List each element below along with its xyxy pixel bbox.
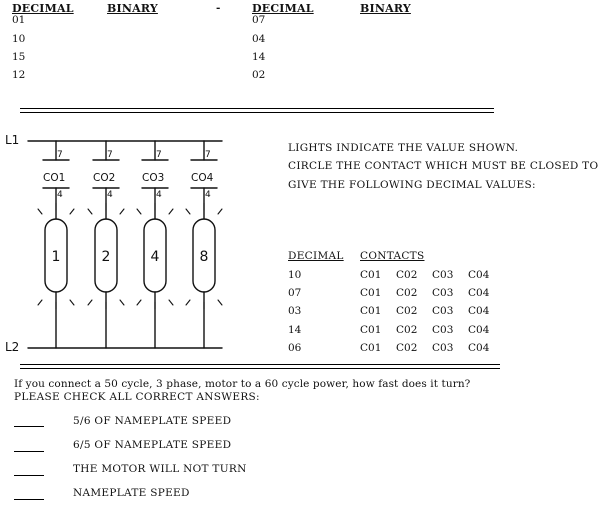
right-decimal-header: DECIMAL (252, 2, 314, 15)
contact-option[interactable]: C04 (468, 342, 490, 354)
answer-option: 5/6 OF NAMEPLATE SPEED (73, 415, 232, 427)
contact-option[interactable]: C02 (396, 287, 418, 299)
contact-option[interactable]: C01 (360, 287, 382, 299)
contact-mark-top: 7 (156, 150, 162, 160)
answer-blank[interactable] (14, 451, 44, 452)
contact-mark-bottom: 4 (156, 190, 162, 200)
section-divider (20, 108, 494, 109)
answer-option: THE MOTOR WILL NOT TURN (73, 463, 247, 475)
right-decimal-value: 07 (252, 14, 266, 26)
left-decimal-value: 12 (12, 69, 26, 81)
right-decimal-value: 04 (252, 33, 266, 45)
lamp-value-2: 2 (101, 249, 111, 265)
answer-blank[interactable] (14, 426, 44, 427)
row-decimal: 14 (288, 324, 302, 336)
row-decimal: 06 (288, 342, 302, 354)
instruction-line: LIGHTS INDICATE THE VALUE SHOWN. (288, 142, 519, 154)
answer-option: NAMEPLATE SPEED (73, 487, 190, 499)
contact-option[interactable]: C01 (360, 269, 382, 281)
contact-option[interactable]: C04 (468, 287, 490, 299)
contact-option[interactable]: C01 (360, 342, 382, 354)
contact-option[interactable]: C03 (432, 324, 454, 336)
header-dash: - (216, 2, 221, 14)
answer-option: 6/5 OF NAMEPLATE SPEED (73, 439, 232, 451)
contact-option[interactable]: C04 (468, 269, 490, 281)
contact-label-co4: CO4 (191, 172, 214, 184)
lamp-value-8: 8 (199, 249, 209, 265)
question-instruction: PLEASE CHECK ALL CORRECT ANSWERS: (14, 391, 260, 403)
answer-blank[interactable] (14, 499, 44, 500)
right-decimal-value: 14 (252, 51, 266, 63)
contact-option[interactable]: C02 (396, 269, 418, 281)
contact-mark-bottom: 4 (205, 190, 211, 200)
lamp-value-4: 4 (150, 249, 160, 265)
contact-option[interactable]: C04 (468, 305, 490, 317)
left-decimal-header: DECIMAL (12, 2, 74, 15)
left-decimal-value: 15 (12, 51, 26, 63)
contact-option[interactable]: C03 (432, 269, 454, 281)
contact-mark-bottom: 4 (107, 190, 113, 200)
rail-label-l1: L1 (5, 133, 20, 147)
contact-mark-top: 7 (205, 150, 211, 160)
instruction-line: GIVE THE FOLLOWING DECIMAL VALUES: (288, 179, 536, 191)
row-decimal: 07 (288, 287, 302, 299)
ladder-diagram (0, 115, 285, 365)
contact-option[interactable]: C03 (432, 287, 454, 299)
contact-option[interactable]: C01 (360, 324, 382, 336)
contact-mark-top: 7 (57, 150, 63, 160)
instruction-line: CIRCLE THE CONTACT WHICH MUST BE CLOSED TO (288, 160, 599, 172)
contacts-header: CONTACTS (360, 250, 425, 262)
contact-mark-top: 7 (107, 150, 113, 160)
contact-option[interactable]: C02 (396, 342, 418, 354)
lamp-value-1: 1 (51, 249, 61, 265)
question-text: If you connect a 50 cycle, 3 phase, motor to a 60 cycle power, how fast does it turn? (14, 378, 471, 390)
rail-label-l2: L2 (5, 340, 20, 354)
contact-option[interactable]: C02 (396, 305, 418, 317)
contact-label-co3: CO3 (142, 172, 165, 184)
contact-option[interactable]: C03 (432, 342, 454, 354)
answer-blank[interactable] (14, 475, 44, 476)
section-divider (20, 364, 500, 365)
section-divider (20, 112, 494, 113)
contact-mark-bottom: 4 (57, 190, 63, 200)
contact-label-co1: CO1 (43, 172, 66, 184)
row-decimal: 10 (288, 269, 302, 281)
section-divider (20, 368, 500, 369)
left-decimal-value: 10 (12, 33, 26, 45)
contacts-decimal-header: DECIMAL (288, 250, 344, 262)
row-decimal: 03 (288, 305, 302, 317)
contact-label-co2: CO2 (93, 172, 116, 184)
contact-option[interactable]: C01 (360, 305, 382, 317)
left-binary-header: BINARY (107, 2, 158, 15)
left-decimal-value: 01 (12, 14, 26, 26)
right-binary-header: BINARY (360, 2, 411, 15)
contact-option[interactable]: C04 (468, 324, 490, 336)
contact-option[interactable]: C02 (396, 324, 418, 336)
right-decimal-value: 02 (252, 69, 266, 81)
contact-option[interactable]: C03 (432, 305, 454, 317)
